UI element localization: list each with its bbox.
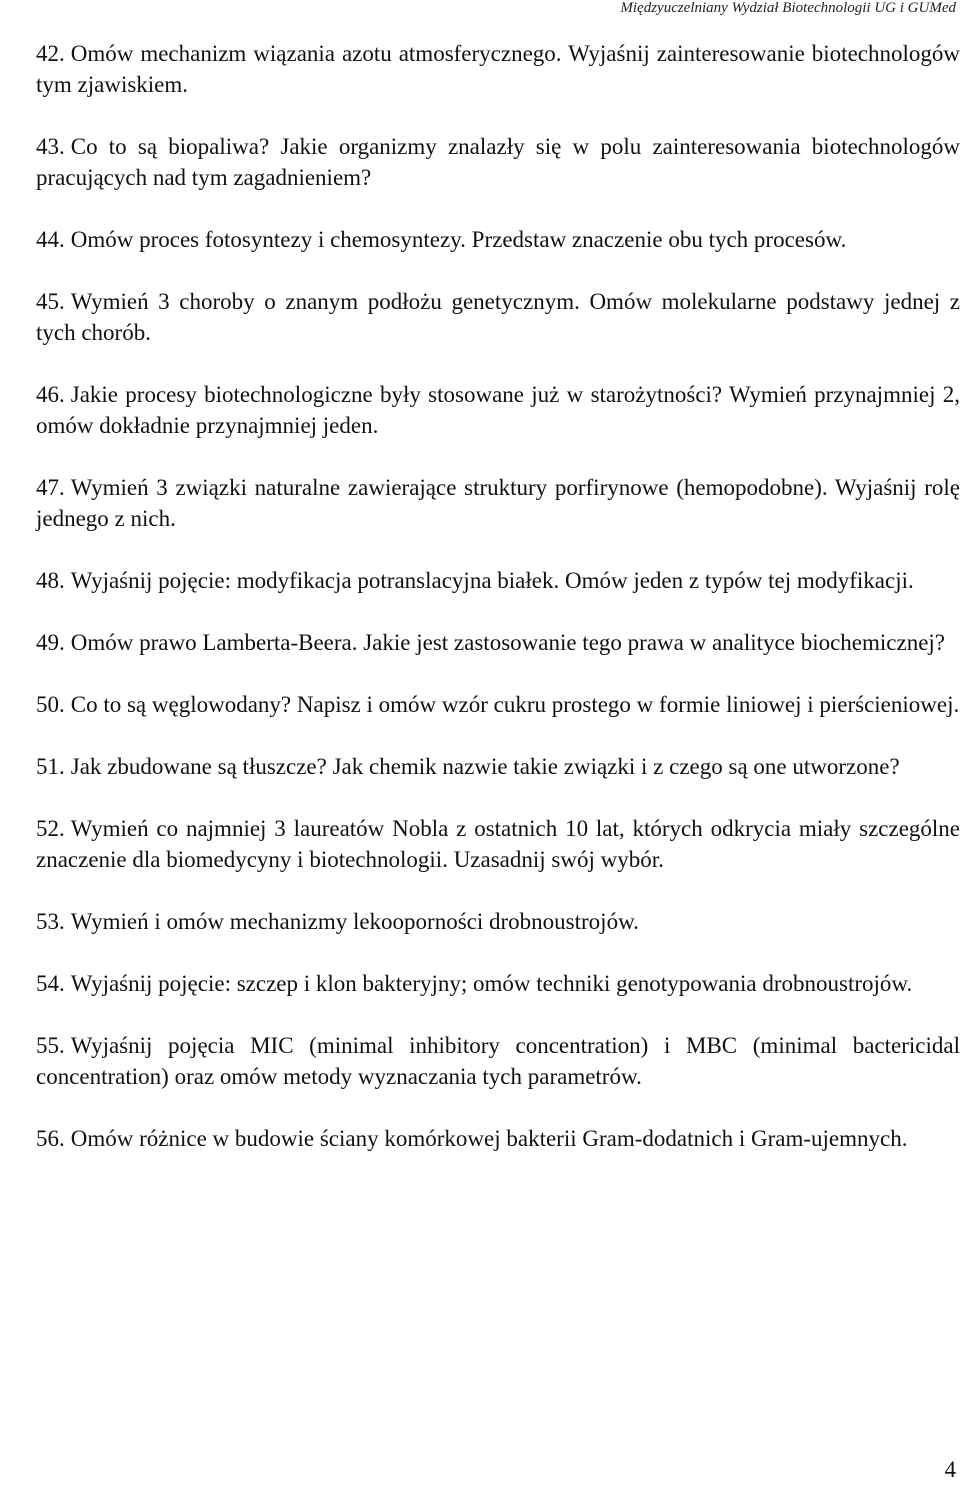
question-item <box>36 379 960 441</box>
question-number: 55. <box>36 1033 65 1058</box>
question-number: 51. <box>36 754 65 779</box>
question-item <box>36 751 960 782</box>
question-item <box>36 1123 960 1154</box>
question-item <box>36 689 960 720</box>
question-text: Wymień 3 choroby o znanym podłożu genetycznym. Omów molekularne podstawy jednej z tych chorób. <box>36 289 960 345</box>
question-text: Wyjaśnij pojęcie: szczep i klon bakteryjny; omów techniki genotypowania drobnoustrojów. <box>70 971 913 996</box>
question-number: 43. <box>36 134 65 159</box>
question-number: 46. <box>36 382 65 407</box>
question-text: Omów prawo Lamberta-Beera. Jakie jest zastosowanie tego prawa w analityce biochemicznej? <box>70 630 946 655</box>
question-item <box>36 968 960 999</box>
question-text: Co to są węglowodany? Napisz i omów wzór cukru prostego w formie liniowej i pierścieniowej. <box>70 692 960 717</box>
question-item <box>36 224 960 255</box>
question-text: Wymień co najmniej 3 laureatów Nobla z ostatnich 10 lat, których odkrycia miały szczególne znaczenie dla biomedycyny i biotechnologii. Uzasadnij swój wybór. <box>36 816 960 872</box>
question-item <box>36 627 960 658</box>
question-number: 45. <box>36 289 65 314</box>
question-item <box>36 1030 960 1092</box>
question-text: Co to są biopaliwa? Jakie organizmy znalazły się w polu zainteresowania biotechnologów pracujących nad tym zagadnieniem? <box>36 134 960 190</box>
question-number: 49. <box>36 630 65 655</box>
page-number: 4 <box>944 1457 956 1482</box>
question-number: 42. <box>36 41 65 66</box>
question-text: Jakie procesy biotechnologiczne były stosowane już w starożytności? Wymień przynajmniej 2, omów dokładnie przynajmniej jeden. <box>36 382 960 438</box>
question-item <box>36 286 960 348</box>
page-header <box>620 0 956 17</box>
question-number: 52. <box>36 816 65 841</box>
question-text: Wymień 3 związki naturalne zawierające struktury porfirynowe (hemopodobne). Wyjaśnij rolę jednego z nich. <box>36 475 960 531</box>
question-item <box>36 906 960 937</box>
question-text: Wyjaśnij pojęcie: modyfikacja potranslacyjna białek. Omów jeden z typów tej modyfikacji. <box>70 568 914 593</box>
question-item <box>36 38 960 100</box>
question-number: 44. <box>36 227 65 252</box>
header-institution: Międzyuczelniany Wydział Biotechnologii UG i GUMed <box>620 0 956 16</box>
question-item <box>36 565 960 596</box>
question-number: 54. <box>36 971 65 996</box>
question-number: 53. <box>36 909 65 934</box>
question-number: 50. <box>36 692 65 717</box>
question-item <box>36 813 960 875</box>
question-text: Jak zbudowane są tłuszcze? Jak chemik nazwie takie związki i z czego są one utworzone? <box>70 754 900 779</box>
question-item <box>36 472 960 534</box>
question-number: 56. <box>36 1126 65 1151</box>
question-text: Wymień i omów mechanizmy lekooporności drobnoustrojów. <box>70 909 639 934</box>
question-text: Wyjaśnij pojęcia MIC (minimal inhibitory concentration) i MBC (minimal bactericidal concentration) oraz omów metody wyznaczania tych parametrów. <box>36 1033 960 1089</box>
question-number: 47. <box>36 475 65 500</box>
question-number: 48. <box>36 568 65 593</box>
question-list <box>36 38 960 1185</box>
question-item <box>36 131 960 193</box>
question-text: Omów mechanizm wiązania azotu atmosferycznego. Wyjaśnij zainteresowanie biotechnologów tym zjawiskiem. <box>36 41 960 97</box>
question-text: Omów proces fotosyntezy i chemosyntezy. Przedstaw znaczenie obu tych procesów. <box>70 227 847 252</box>
question-text: Omów różnice w budowie ściany komórkowej bakterii Gram-dodatnich i Gram-ujemnych. <box>70 1126 908 1151</box>
